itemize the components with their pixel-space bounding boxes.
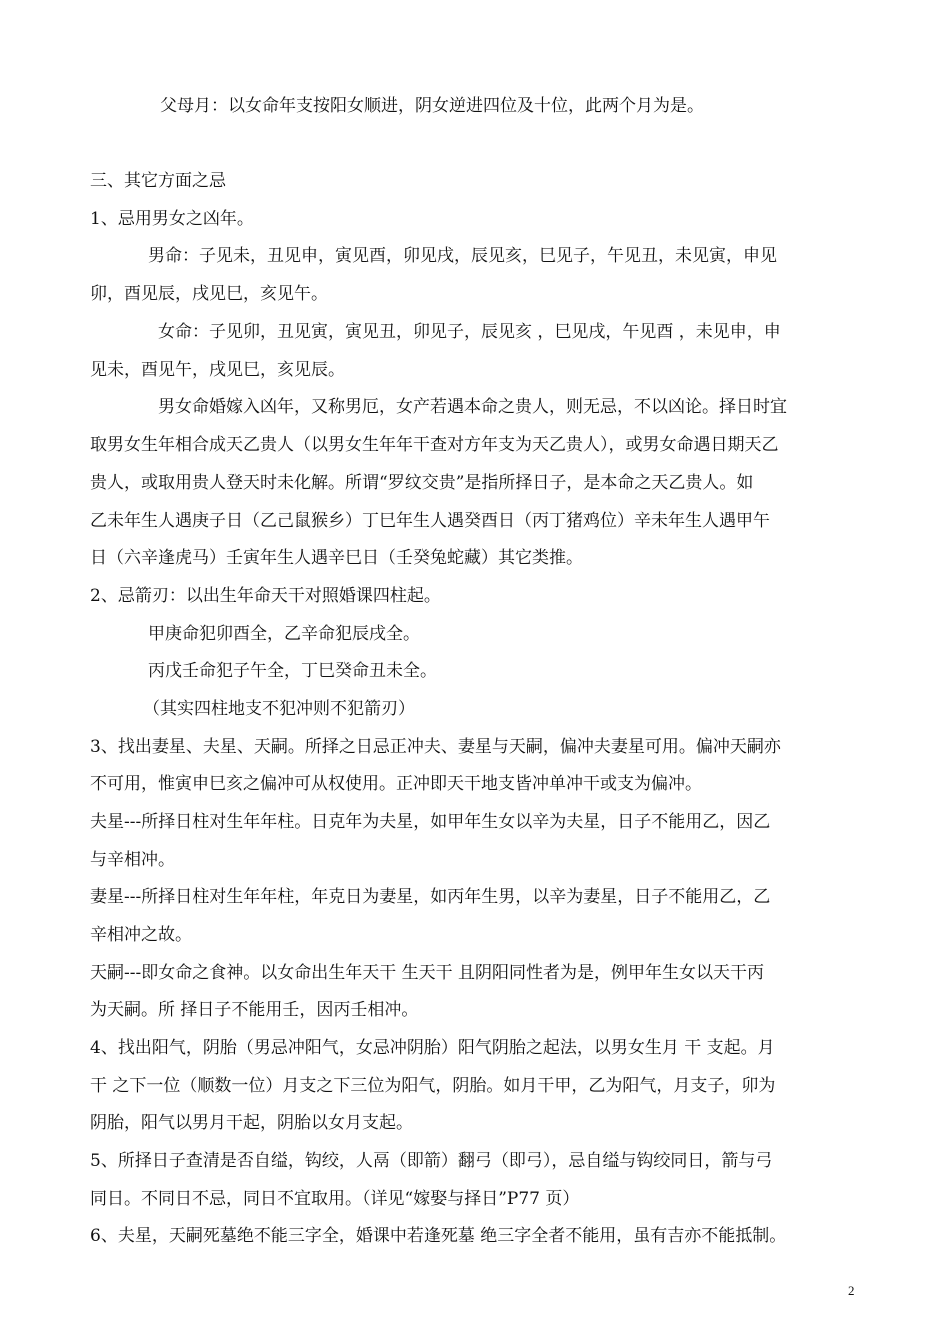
text-line: 为天嗣。所 择日子不能用壬，因丙壬相冲。 [90,1000,419,1020]
text-line: 日（六辛逢虎马）壬寅年生人遇辛巳日（壬癸兔蛇藏）其它类推。 [90,548,583,568]
text-line: 取男女生年相合成天乙贵人（以男女生年年干查对方年支为天乙贵人），或男女命遇日期天乙 [90,435,779,455]
text-line-husband-star: 夫星---所择日柱对生年年柱。日克年为夫星，如甲年生女以辛为夫星，日子不能用乙，因乙 [90,812,771,832]
item-heading-3: 3、找出妻星、夫星、天嗣。所择之日忌正冲夫、妻星与天嗣，偏冲夫妻星可用。偏冲天嗣亦 [90,737,781,757]
text-line: 同日。不同日不忌，同日不宜取用。（详见“嫁娶与择日”P77 页） [90,1189,580,1209]
text-line: 乙未年生人遇庚子日（乙己鼠猴乡）丁巳年生人遇癸酉日（丙丁猪鸡位）辛未年生人遇甲午 [90,511,770,531]
text-line: 不可用，惟寅申巳亥之偏冲可从权使用。正冲即天干地支皆冲单冲干或支为偏冲。 [90,774,702,794]
section-heading-other-taboos: 三、其它方面之忌 [90,171,226,191]
item-heading-1: 1、忌用男女之凶年。 [90,209,254,229]
item-heading-4: 4、找出阳气，阴胎（男忌冲阳气，女忌冲阴胎）阳气阴胎之起法，以男女生月 干 支起。月 [90,1038,775,1058]
text-line-male-fate: 男命：子见未，丑见申，寅见酉，卯见戌，辰见亥，巳见子，午见丑，未见寅，申见 [148,246,777,266]
text-line: 丙戊壬命犯子午全，丁巳癸命丑未全。 [148,661,437,681]
text-line: 阴胎，阳气以男月干起，阴胎以女月支起。 [90,1113,413,1133]
text-line: 见未，酉见午，戌见巳，亥见辰。 [90,360,345,380]
text-line: 男女命婚嫁入凶年，又称男厄，女产若遇本命之贵人，则无忌，不以凶论。择日时宜 [158,397,787,417]
text-line-heaven-heir: 天嗣---即女命之食神。以女命出生年天干 生天干 且阴阳同性者为是，例甲年生女以天干丙 [90,963,765,983]
text-line: 辛相冲之故。 [90,925,192,945]
item-heading-2: 2、忌箭刃：以出生年命天干对照婚课四柱起。 [90,586,441,606]
item-heading-5: 5、所择日子查清是否自缢，钩绞，人鬲（即箭）翻弓（即弓），忌自缢与钩绞同日，箭与弓 [90,1151,773,1171]
page-number: 2 [848,1283,855,1298]
text-line: 甲庚命犯卯酉全，乙辛命犯辰戌全。 [148,624,420,644]
text-line: 贵人，或取用贵人登天时未化解。所谓“罗纹交贵”是指所择日子，是本命之天乙贵人。如 [90,473,754,493]
text-line: 与辛相冲。 [90,850,175,870]
item-heading-6: 6、夫星，天嗣死墓绝不能三字全，婚课中若逢死墓 绝三字全者不能用，虽有吉亦不能抵制。 [90,1226,787,1246]
text-line: 干 之下一位（顺数一位）月支之下三位为阳气，阴胎。如月干甲，乙为阳气，月支子，卯为 [90,1076,776,1096]
text-line: 卯，酉见辰，戌见巳，亥见午。 [90,284,328,304]
text-line-wife-star: 妻星---所择日柱对生年年柱，年克日为妻星，如丙年生男，以辛为妻星，日子不能用乙，乙 [90,887,771,907]
text-line-note: （其实四柱地支不犯冲则不犯箭刃） [143,699,415,719]
text-line-female-fate: 女命：子见卯，丑见寅，寅见丑，卯见子，辰见亥 ，巳见戌，午见酉 ，未见申，申 [158,322,781,342]
text-line-father-mother-month: 父母月：以女命年支按阳女顺进，阴女逆进四位及十位，此两个月为是。 [160,96,704,116]
